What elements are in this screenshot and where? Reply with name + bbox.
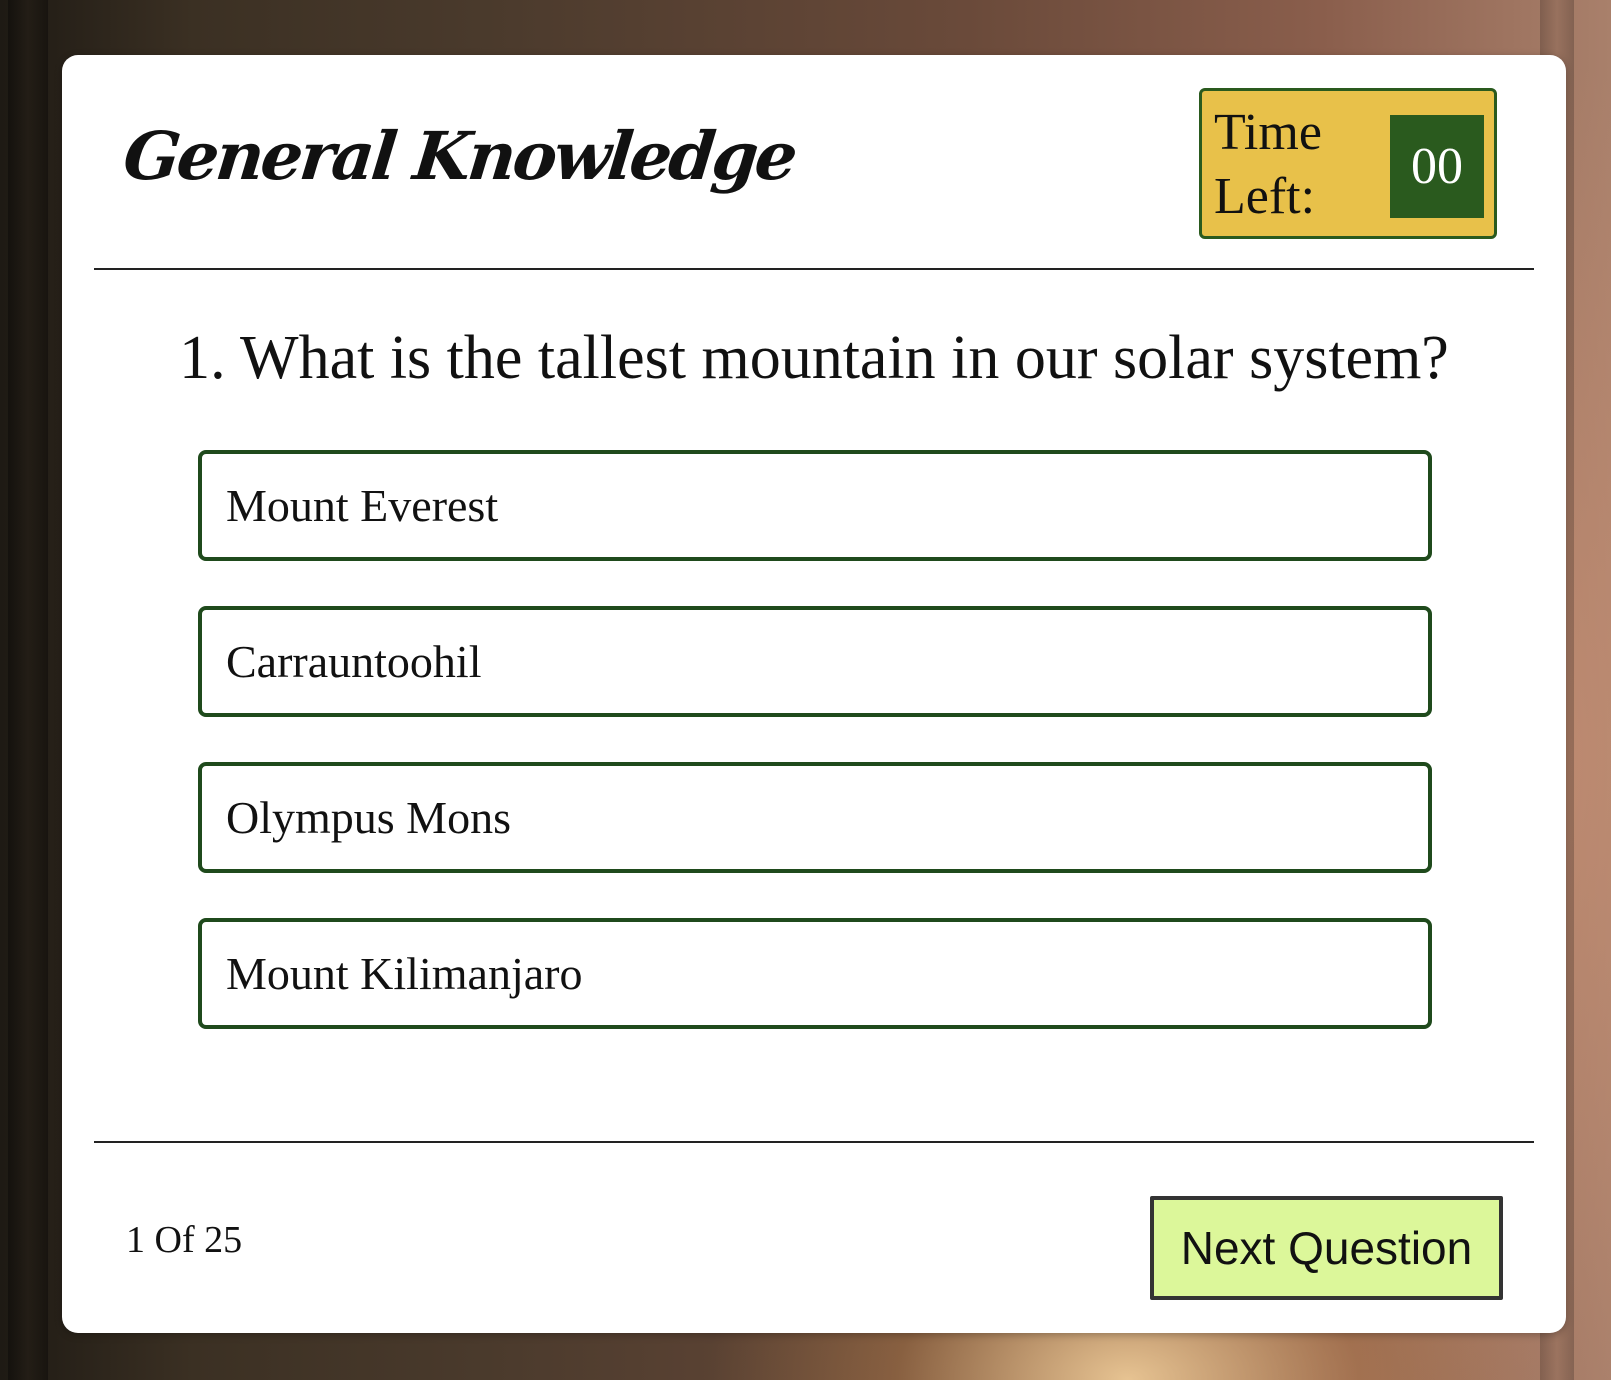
timer-box [1199, 88, 1497, 239]
answer-option[interactable] [198, 606, 1432, 717]
answer-option-label: Mount Kilimanjaro [226, 948, 583, 999]
answer-option-label: Mount Everest [226, 480, 499, 531]
answer-option[interactable] [198, 762, 1432, 873]
timer-label: Time Left: [1214, 104, 1322, 225]
timer-count: 00 [1390, 115, 1484, 218]
question-text: 1. What is the tallest mountain in our solar system? [179, 324, 1449, 392]
quiz-title: General Knowledge [119, 117, 799, 195]
footer-divider [94, 1141, 1534, 1143]
answer-option-label: Carrauntoohil [226, 636, 482, 687]
question-counter: 1 Of 25 [126, 1219, 243, 1261]
answer-option-label: Olympus Mons [226, 792, 511, 843]
next-question-button[interactable]: Next Question [1150, 1196, 1503, 1300]
background-tree [8, 0, 48, 1380]
quiz-card [62, 55, 1566, 1333]
answer-option[interactable] [198, 450, 1432, 561]
answer-option[interactable] [198, 918, 1432, 1029]
header-divider [94, 268, 1534, 270]
